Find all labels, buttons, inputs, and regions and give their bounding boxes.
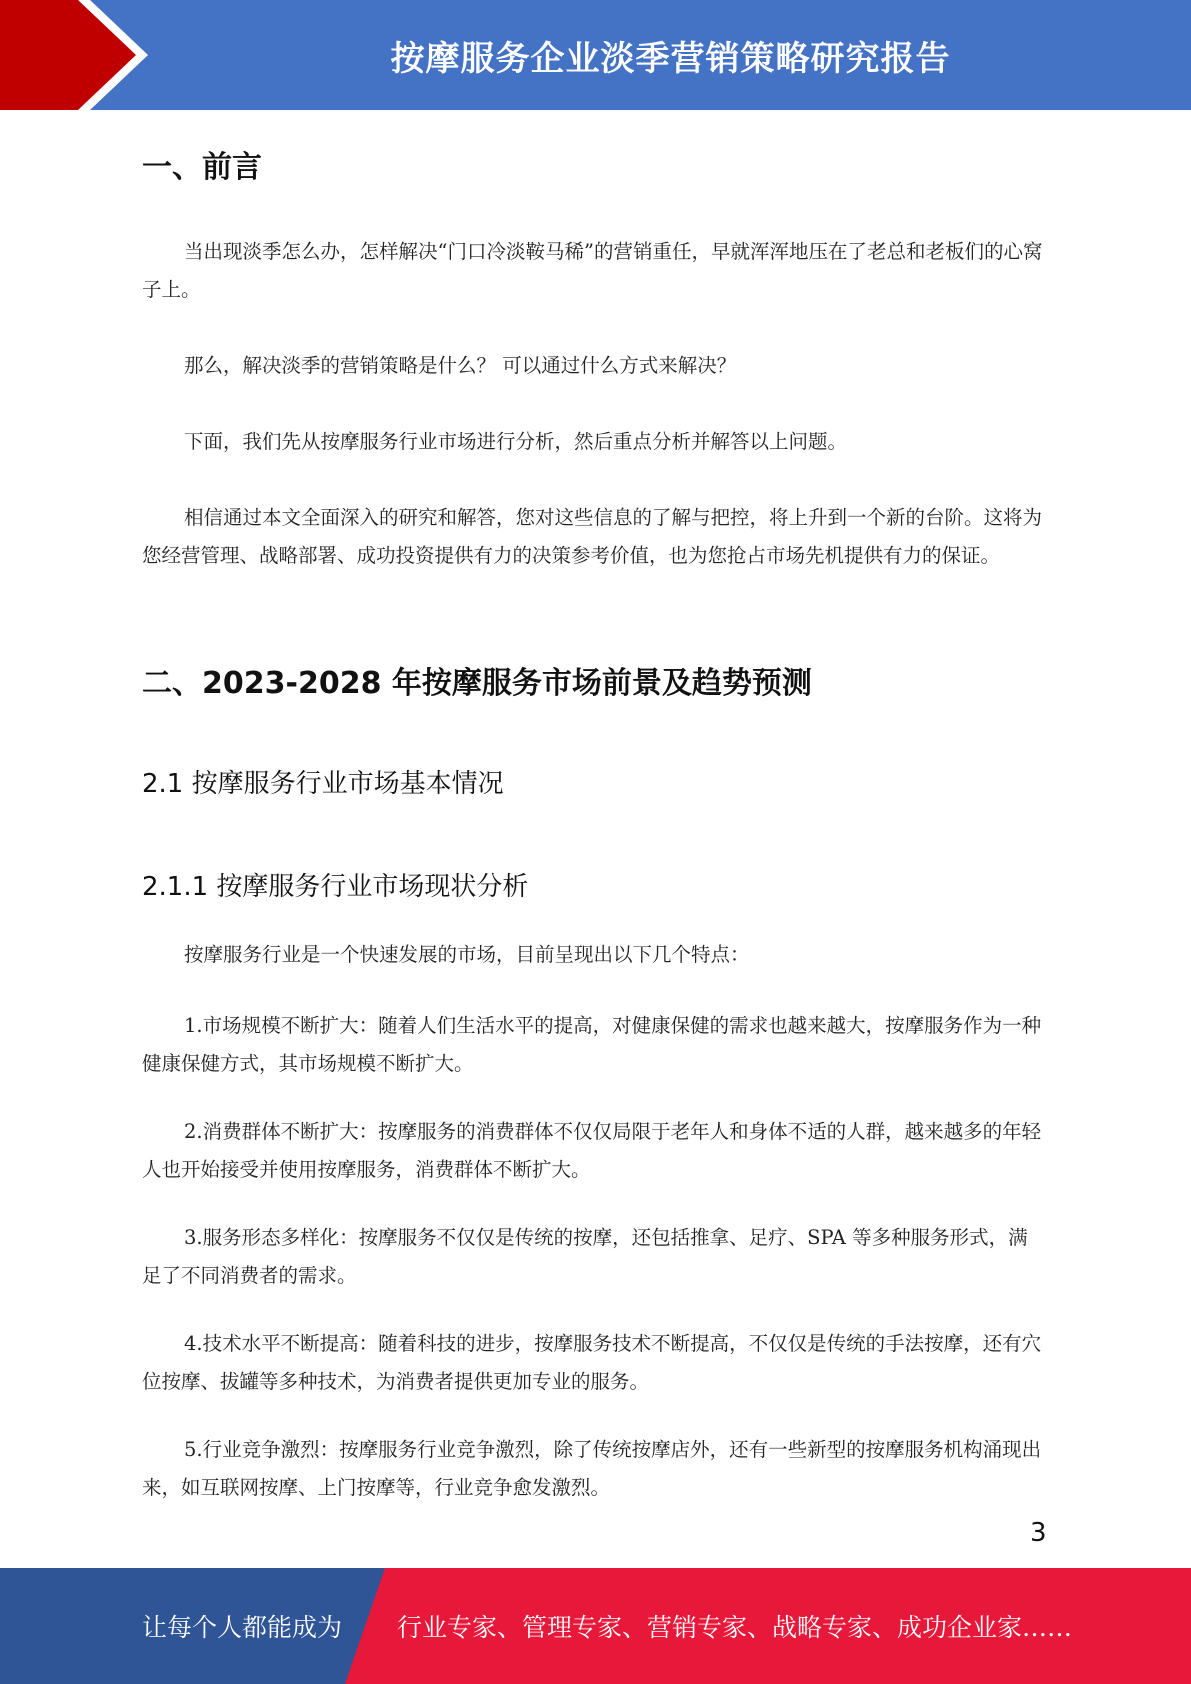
document-title: 按摩服务企业淡季营销策略研究报告 [390,38,951,79]
list-item: 5.行业竞争激烈：按摩服务行业竞争激烈，除了传统按摩店外，还有一些新型的按摩服务机构涌现出来，如互联网按摩、上门按摩等，行业竞争愈发激烈。 [142,1438,1042,1499]
list-item: 4.技术水平不断提高：随着科技的进步，按摩服务技术不断提高，不仅仅是传统的手法按摩，还有穴位按摩、拔罐等多种技术，为消费者提供更加专业的服务。 [142,1332,1042,1393]
footer-bar [0,1568,1191,1684]
section-heading-preface: 一、前言 [142,150,262,185]
header-chevron-icon [0,0,160,110]
footer-expert-list: 行业专家、管理专家、营销专家、战略专家、成功企业家…… [397,1613,1073,1642]
paragraph: 按摩服务行业是一个快速发展的市场，目前呈现出以下几个特点： [184,943,750,966]
page-number: 3 [1030,1518,1047,1548]
section-heading-forecast: 二、2023-2028 年按摩服务市场前景及趋势预测 [142,666,812,701]
subsubsection-heading: 2.1.1 按摩服务行业市场现状分析 [142,872,529,902]
paragraph: 当出现淡季怎么办，怎样解决“门口冷淡鞍马稀”的营销重任，早就浑浑地压在了老总和老板们的心窝子上。 [142,240,1043,301]
list-item: 1.市场规模不断扩大：随着人们生活水平的提高，对健康保健的需求也越来越大，按摩服务作为一种健康保健方式，其市场规模不断扩大。 [142,1014,1042,1075]
list-item: 2.消费群体不断扩大：按摩服务的消费群体不仅仅局限于老年人和身体不适的人群，越来越多的年轻人也开始接受并使用按摩服务，消费群体不断扩大。 [142,1120,1042,1181]
footer-slogan: 让每个人都能成为 [142,1613,343,1642]
list-item: 3.服务形态多样化：按摩服务不仅仅是传统的按摩，还包括推拿、足疗、SPA 等多种服务形式，满足了不同消费者的需求。 [142,1226,1028,1287]
paragraph: 那么，解决淡季的营销策略是什么？ 可以通过什么方式来解决？ [184,354,737,377]
paragraph: 下面，我们先从按摩服务行业市场进行分析，然后重点分析并解答以上问题。 [184,430,848,453]
header-bar [0,0,1191,110]
paragraph: 相信通过本文全面深入的研究和解答，您对这些信息的了解与把控，将上升到一个新的台阶。这将为您经营管理、战略部署、成功投资提供有力的决策参考价值，也为您抢占市场先机提供有力的保证。 [142,506,1043,567]
subsection-heading: 2.1 按摩服务行业市场基本情况 [142,769,504,799]
